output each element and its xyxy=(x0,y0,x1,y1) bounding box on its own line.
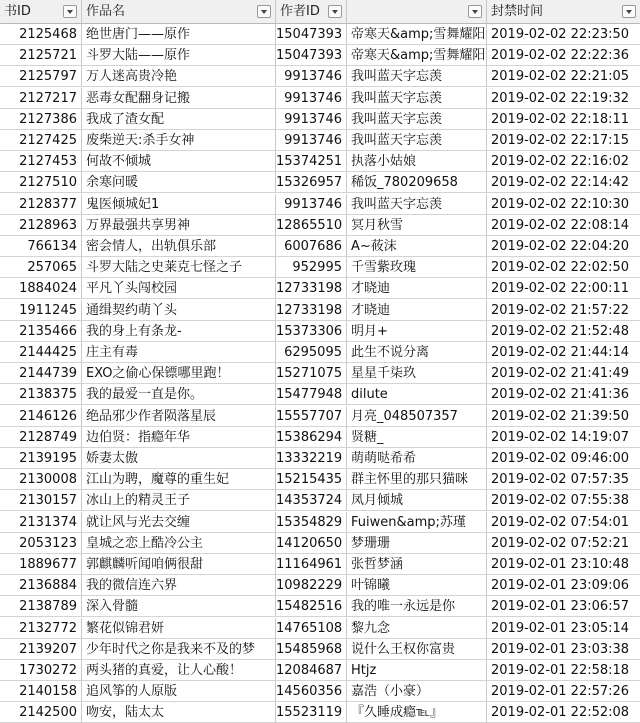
cell-title[interactable]: 我的身上有条龙- xyxy=(82,321,276,342)
cell-ban-time[interactable]: 2019-02-01 22:58:18 xyxy=(487,660,640,681)
cell-author-name[interactable]: 我叫蓝天字忘羡 xyxy=(347,88,487,109)
cell-author-id[interactable]: 11164961 xyxy=(276,554,347,575)
cell-title[interactable]: 余寒问暖 xyxy=(82,172,276,193)
cell-title[interactable]: 两头猪的真爱，让人心酸！ xyxy=(82,660,276,681)
cell-author-id[interactable]: 12084687 xyxy=(276,660,347,681)
cell-author-id[interactable]: 952995 xyxy=(276,257,347,278)
cell-author-id[interactable]: 15047393 xyxy=(276,24,347,45)
cell-ban-time[interactable]: 2019-02-02 07:55:38 xyxy=(487,490,640,511)
cell-book-id[interactable]: 2125797 xyxy=(0,66,82,87)
cell-title[interactable]: 密会情人，出轨俱乐部 xyxy=(82,236,276,257)
table-row xyxy=(0,278,640,299)
cell-title[interactable]: EXO之偷心保镖哪里跑！ xyxy=(82,363,276,384)
cell-book-id[interactable]: 2128749 xyxy=(0,427,82,448)
cell-book-id[interactable]: 2127453 xyxy=(0,151,82,172)
cell-title[interactable]: 斗罗大陆之史莱克七怪之子 xyxy=(82,257,276,278)
cell-author-id[interactable]: 15326957 xyxy=(276,172,347,193)
cell-title[interactable]: 繁花似锦君妍 xyxy=(82,618,276,639)
table-row xyxy=(0,618,640,639)
cell-ban-time[interactable]: 2019-02-02 22:10:30 xyxy=(487,194,640,215)
cell-book-id[interactable]: 2053123 xyxy=(0,533,82,554)
cell-author-id[interactable]: 15523119 xyxy=(276,702,347,723)
table-row xyxy=(0,660,640,681)
cell-book-id[interactable]: 2127217 xyxy=(0,88,82,109)
table-row xyxy=(0,639,640,660)
cell-author-id[interactable]: 15354829 xyxy=(276,512,347,533)
cell-ban-time[interactable]: 2019-02-02 22:17:15 xyxy=(487,130,640,151)
cell-ban-time[interactable]: 2019-02-01 23:06:57 xyxy=(487,596,640,617)
cell-title[interactable]: 庄主有毒 xyxy=(82,342,276,363)
cell-book-id[interactable]: 2127510 xyxy=(0,172,82,193)
cell-author-id[interactable]: 15557707 xyxy=(276,406,347,427)
table-row xyxy=(0,88,640,109)
cell-author-id[interactable]: 15482516 xyxy=(276,596,347,617)
cell-title[interactable]: 通缉契约萌丫头 xyxy=(82,300,276,321)
table-row xyxy=(0,24,640,45)
cell-ban-time[interactable]: 2019-02-02 22:21:05 xyxy=(487,66,640,87)
cell-author-name[interactable]: 我叫蓝天字忘羡 xyxy=(347,194,487,215)
cell-author-name[interactable]: 梦珊珊 xyxy=(347,533,487,554)
cell-title[interactable]: 深入骨髓 xyxy=(82,596,276,617)
cell-ban-time[interactable]: 2019-02-02 07:57:35 xyxy=(487,469,640,490)
cell-ban-time[interactable]: 2019-02-02 21:57:22 xyxy=(487,300,640,321)
cell-ban-time[interactable]: 2019-02-02 21:52:48 xyxy=(487,321,640,342)
cell-ban-time[interactable]: 2019-02-02 22:22:36 xyxy=(487,45,640,66)
cell-author-name[interactable]: 稀饭_780209658 xyxy=(347,172,487,193)
table-row xyxy=(0,151,640,172)
cell-author-name[interactable]: 帝寒天&amp;雪舞耀阳 xyxy=(347,45,487,66)
cell-book-id[interactable]: 2139207 xyxy=(0,639,82,660)
cell-book-id[interactable]: 766134 xyxy=(0,236,82,257)
table-row xyxy=(0,257,640,278)
table-row xyxy=(0,236,640,257)
table-row xyxy=(0,130,640,151)
cell-author-id[interactable]: 12865510 xyxy=(276,215,347,236)
table-row xyxy=(0,172,640,193)
table-row xyxy=(0,109,640,130)
cell-author-name[interactable]: 千雪紫玫瑰 xyxy=(347,257,487,278)
table-row xyxy=(0,596,640,617)
cell-book-id[interactable]: 2146126 xyxy=(0,406,82,427)
table-row xyxy=(0,342,640,363)
cell-book-id[interactable]: 2130008 xyxy=(0,469,82,490)
table-row xyxy=(0,363,640,384)
cell-title[interactable]: 恶毒女配翻身记搬 xyxy=(82,88,276,109)
cell-author-name[interactable]: Fuiwen&amp;苏瑾 xyxy=(347,512,487,533)
cell-ban-time[interactable]: 2019-02-02 22:23:50 xyxy=(487,24,640,45)
cell-author-name[interactable]: 帝寒天&amp;雪舞耀阳 xyxy=(347,24,487,45)
cell-ban-time[interactable]: 2019-02-02 22:02:50 xyxy=(487,257,640,278)
cell-title[interactable]: 追风筝的人原版 xyxy=(82,681,276,702)
table-row xyxy=(0,448,640,469)
cell-ban-time[interactable]: 2019-02-02 14:19:07 xyxy=(487,427,640,448)
cell-title[interactable]: 江山为聘，魔尊的重生妃 xyxy=(82,469,276,490)
cell-title[interactable]: 平凡丫头闯校园 xyxy=(82,278,276,299)
cell-title[interactable]: 鬼医倾城妃1 xyxy=(82,194,276,215)
filter-dropdown-icon[interactable] xyxy=(257,5,271,18)
table-row xyxy=(0,321,640,342)
cell-title[interactable]: 娇妻太傲 xyxy=(82,448,276,469)
cell-author-id[interactable]: 12733198 xyxy=(276,278,347,299)
table-row xyxy=(0,702,640,723)
cell-author-id[interactable]: 15373306 xyxy=(276,321,347,342)
cell-author-id[interactable]: 14560356 xyxy=(276,681,347,702)
cell-author-name[interactable]: 此生不说分离 xyxy=(347,342,487,363)
cell-author-id[interactable]: 6007686 xyxy=(276,236,347,257)
cell-book-id[interactable]: 2136884 xyxy=(0,575,82,596)
cell-author-id[interactable]: 9913746 xyxy=(276,66,347,87)
cell-title[interactable]: 少年时代之你是我来不及的梦 xyxy=(82,639,276,660)
column-header-title[interactable] xyxy=(82,0,276,24)
cell-title[interactable]: 就让风与光去交缠 xyxy=(82,512,276,533)
cell-title[interactable]: 边伯贤：指瘾年华 xyxy=(82,427,276,448)
cell-book-id[interactable]: 2131374 xyxy=(0,512,82,533)
cell-author-name[interactable]: 才晓迪 xyxy=(347,300,487,321)
table-row xyxy=(0,533,640,554)
cell-author-name[interactable]: 群主怀里的那只猫咪 xyxy=(347,469,487,490)
cell-author-name[interactable]: Htjz xyxy=(347,660,487,681)
cell-book-id[interactable]: 1911245 xyxy=(0,300,82,321)
cell-book-id[interactable]: 1884024 xyxy=(0,278,82,299)
cell-author-id[interactable]: 14353724 xyxy=(276,490,347,511)
cell-title[interactable]: 我成了渣女配 xyxy=(82,109,276,130)
cell-author-id[interactable]: 15386294 xyxy=(276,427,347,448)
cell-author-name[interactable]: 我叫蓝天字忘羡 xyxy=(347,130,487,151)
cell-book-id[interactable]: 2135466 xyxy=(0,321,82,342)
cell-author-id[interactable]: 9913746 xyxy=(276,130,347,151)
cell-author-name[interactable]: 星星千柒玖 xyxy=(347,363,487,384)
cell-book-id[interactable]: 2138789 xyxy=(0,596,82,617)
cell-author-id[interactable]: 15215435 xyxy=(276,469,347,490)
cell-author-name[interactable]: 说什么王权你富贵 xyxy=(347,639,487,660)
cell-author-name[interactable]: 我叫蓝天字忘羡 xyxy=(347,109,487,130)
cell-book-id[interactable]: 2138375 xyxy=(0,384,82,405)
table-row xyxy=(0,406,640,427)
cell-ban-time[interactable]: 2019-02-01 23:10:48 xyxy=(487,554,640,575)
column-header-label: 作者ID xyxy=(280,4,320,19)
cell-author-name[interactable]: 才晓迪 xyxy=(347,278,487,299)
cell-author-id[interactable]: 12733198 xyxy=(276,300,347,321)
column-header-author-name[interactable] xyxy=(347,0,487,24)
cell-book-id[interactable]: 2140158 xyxy=(0,681,82,702)
cell-book-id[interactable]: 2127425 xyxy=(0,130,82,151)
cell-book-id[interactable]: 1730272 xyxy=(0,660,82,681)
cell-ban-time[interactable]: 2019-02-02 22:04:20 xyxy=(487,236,640,257)
column-header-label: 作品名 xyxy=(86,4,126,19)
cell-author-id[interactable]: 15374251 xyxy=(276,151,347,172)
column-header-label: 封禁时间 xyxy=(491,4,544,19)
column-header-ban-time[interactable] xyxy=(487,0,640,24)
cell-ban-time[interactable]: 2019-02-01 23:09:06 xyxy=(487,575,640,596)
cell-title[interactable]: 郭麒麟听闻咱俩很甜 xyxy=(82,554,276,575)
cell-book-id[interactable]: 2142500 xyxy=(0,702,82,723)
cell-book-id[interactable]: 2128377 xyxy=(0,194,82,215)
table-row xyxy=(0,45,640,66)
cell-book-id[interactable]: 2125468 xyxy=(0,24,82,45)
cell-author-id[interactable]: 9913746 xyxy=(276,88,347,109)
cell-title[interactable]: 皇城之恋上酷冷公主 xyxy=(82,533,276,554)
table-row xyxy=(0,554,640,575)
cell-author-id[interactable]: 10982229 xyxy=(276,575,347,596)
cell-book-id[interactable]: 2144425 xyxy=(0,342,82,363)
cell-ban-time[interactable]: 2019-02-02 22:16:02 xyxy=(487,151,640,172)
cell-author-name[interactable]: 贤糖_ xyxy=(347,427,487,448)
cell-author-id[interactable]: 15047393 xyxy=(276,45,347,66)
cell-book-id[interactable]: 2127386 xyxy=(0,109,82,130)
cell-author-id[interactable]: 15477948 xyxy=(276,384,347,405)
cell-ban-time[interactable]: 2019-02-02 22:18:11 xyxy=(487,109,640,130)
cell-title[interactable]: 何故不倾城 xyxy=(82,151,276,172)
cell-title[interactable]: 斗罗大陆——原作 xyxy=(82,45,276,66)
filter-dropdown-icon[interactable] xyxy=(63,5,77,18)
cell-book-id[interactable]: 1889677 xyxy=(0,554,82,575)
cell-author-name[interactable]: 我叫蓝天字忘羡 xyxy=(347,66,487,87)
cell-ban-time[interactable]: 2019-02-02 22:00:11 xyxy=(487,278,640,299)
cell-author-id[interactable]: 14120650 xyxy=(276,533,347,554)
cell-title[interactable]: 废柴逆天:杀手女神 xyxy=(82,130,276,151)
cell-ban-time[interactable]: 2019-02-01 22:52:08 xyxy=(487,702,640,723)
filter-dropdown-icon[interactable] xyxy=(622,5,636,18)
cell-author-id[interactable]: 15271075 xyxy=(276,363,347,384)
header-row xyxy=(0,0,640,21)
cell-book-id[interactable]: 2132772 xyxy=(0,618,82,639)
cell-author-name[interactable]: A~莜沫 xyxy=(347,236,487,257)
cell-author-name[interactable]: 嘉浩（小豪） xyxy=(347,681,487,702)
table-row xyxy=(0,194,640,215)
cell-author-name[interactable]: 叶锦曦 xyxy=(347,575,487,596)
cell-title[interactable]: 万人迷高贵冷艳 xyxy=(82,66,276,87)
filter-dropdown-icon[interactable] xyxy=(328,5,342,18)
cell-ban-time[interactable]: 2019-02-02 07:54:01 xyxy=(487,512,640,533)
cell-book-id[interactable]: 2130157 xyxy=(0,490,82,511)
cell-author-name[interactable]: 凤月倾城 xyxy=(347,490,487,511)
cell-ban-time[interactable]: 2019-02-02 22:14:42 xyxy=(487,172,640,193)
cell-author-name[interactable]: 月亮_048507357 xyxy=(347,406,487,427)
cell-author-name[interactable]: dilute xyxy=(347,384,487,405)
cell-book-id[interactable]: 2139195 xyxy=(0,448,82,469)
cell-book-id[interactable]: 257065 xyxy=(0,257,82,278)
cell-title[interactable]: 我的微信连六界 xyxy=(82,575,276,596)
table-row xyxy=(0,575,640,596)
cell-author-id[interactable]: 6295095 xyxy=(276,342,347,363)
cell-ban-time[interactable]: 2019-02-01 22:57:26 xyxy=(487,681,640,702)
cell-ban-time[interactable]: 2019-02-02 07:52:21 xyxy=(487,533,640,554)
cell-ban-time[interactable]: 2019-02-02 21:44:14 xyxy=(487,342,640,363)
cell-ban-time[interactable]: 2019-02-02 21:39:50 xyxy=(487,406,640,427)
cell-author-name[interactable]: 黎九念 xyxy=(347,618,487,639)
cell-title[interactable]: 我的最爱一直是你。 xyxy=(82,384,276,405)
filter-dropdown-icon[interactable] xyxy=(468,5,482,18)
cell-title[interactable]: 冰山上的精灵王子 xyxy=(82,490,276,511)
cell-author-name[interactable]: 我的唯一永远是你 xyxy=(347,596,487,617)
cell-ban-time[interactable]: 2019-02-02 21:41:36 xyxy=(487,384,640,405)
table-row xyxy=(0,512,640,533)
cell-book-id[interactable]: 2144739 xyxy=(0,363,82,384)
column-header-label: 书ID xyxy=(4,4,31,19)
cell-author-id[interactable]: 14765108 xyxy=(276,618,347,639)
cell-ban-time[interactable]: 2019-02-01 23:03:38 xyxy=(487,639,640,660)
cell-title[interactable]: 吻安，陆太太 xyxy=(82,702,276,723)
cell-title[interactable]: 绝世唐门——原作 xyxy=(82,24,276,45)
cell-author-name[interactable]: 执落小姑娘 xyxy=(347,151,487,172)
cell-author-name[interactable]: 『久睡成瘾℡』 xyxy=(347,702,487,723)
cell-author-name[interactable]: 张哲梦涵 xyxy=(347,554,487,575)
table-row xyxy=(0,490,640,511)
cell-ban-time[interactable]: 2019-02-02 22:19:32 xyxy=(487,88,640,109)
cell-author-name[interactable]: 冥月秋雪 xyxy=(347,215,487,236)
table-row xyxy=(0,469,640,490)
cell-author-name[interactable]: 明月+ xyxy=(347,321,487,342)
cell-author-id[interactable]: 13332219 xyxy=(276,448,347,469)
cell-book-id[interactable]: 2128963 xyxy=(0,215,82,236)
column-header-book-id[interactable] xyxy=(0,0,82,24)
cell-ban-time[interactable]: 2019-02-02 21:41:49 xyxy=(487,363,640,384)
cell-ban-time[interactable]: 2019-02-01 23:05:14 xyxy=(487,618,640,639)
cell-author-id[interactable]: 15485968 xyxy=(276,639,347,660)
cell-author-id[interactable]: 9913746 xyxy=(276,194,347,215)
cell-author-name[interactable]: 萌萌哒希希 xyxy=(347,448,487,469)
table-row xyxy=(0,681,640,702)
cell-ban-time[interactable]: 2019-02-02 22:08:14 xyxy=(487,215,640,236)
table-row xyxy=(0,215,640,236)
cell-title[interactable]: 绝品邪少作者陨落星辰 xyxy=(82,406,276,427)
cell-ban-time[interactable]: 2019-02-02 09:46:00 xyxy=(487,448,640,469)
table-row xyxy=(0,300,640,321)
cell-title[interactable]: 万界最强共享男神 xyxy=(82,215,276,236)
column-header-author-id[interactable] xyxy=(276,0,347,24)
table-row xyxy=(0,427,640,448)
cell-book-id[interactable]: 2125721 xyxy=(0,45,82,66)
cell-author-id[interactable]: 9913746 xyxy=(276,109,347,130)
table-row xyxy=(0,66,640,87)
table-row xyxy=(0,384,640,405)
